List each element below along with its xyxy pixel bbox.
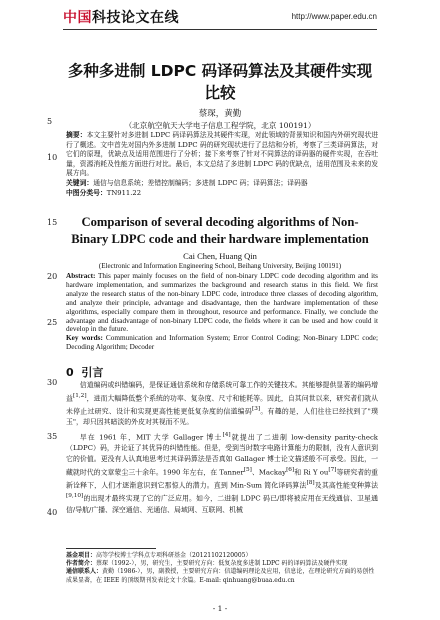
citation-link[interactable]: [8] [306,480,315,487]
classification-cn-value: TN911.22 [106,188,142,197]
footnote-fund [66,552,378,560]
section-heading [66,364,103,380]
citation-link[interactable]: [7] [328,467,337,474]
footnote-text: 黄勤（1986-），男，副教授，主要研究方向：信道编码理论及应用，信息论，在理论研究方面的易创性成果显著，在 IEEE 的顶级期刊发表论文十余篇。E-mail: qinhuang@buaa.edu.cn [66,568,375,584]
classification-cn-label: 中图分类号： [66,188,107,197]
affiliation-english: (Electronic and Information Engineering School, Beihang University, Beijing 100191) [98,262,342,270]
title-english: Comparison of several decoding algorithms of Non-Binary LDPC code and their hardware implementation [71,215,369,246]
logo-text-cn: 中国 [63,10,92,26]
footnote-label: 作者简介： [66,560,97,568]
site-logo[interactable] [63,7,179,27]
keywords-cn [66,179,378,189]
abstract-english [66,272,378,352]
text-run: 早在 1961 年，MIT 大学 Gallager 博士 [79,433,223,442]
page-header [0,0,440,30]
keywords-cn-text: 通信与信息系统；差错控制编码；多进制 LDPC 码；译码算法；译码器 [93,178,308,187]
text-run: 就提出了二进制 low-density parity-check（LDPC）码，并论证了其优异的纠错性能。但是，受到当时数字电路计算能力的限制，没有人意识到它的价值。更没有人认真地思考过其译码算法是否真如 Gallager 博士论文描述般不可承受。因此，一藏就时代的文章蒙尘三十余年。1990 年左右，在 Tanner [66,433,378,477]
section-number: 0 [66,366,74,379]
footnote-text: 高等学校博士学科点专项科研基金（20121102120005） [96,552,252,559]
abstract-en-label: Abstract: [66,272,96,280]
abstract-en-text: This paper mainly focuses on the field of non-binary LDPC code decoding algorithm and its hardware implementation, and summarizes the background and research status in this field. We first analyze the research status of the non-binary LDPC code, introduce three classes of decoding algorithm, and analyze their principle, advantage and disadvantage, then the hardware implementation of these algorithms, especially compare them in throughout, resource and performance. Finally, we conclude the advantage and disadvantage of non-binary LDPC code, the fields where it can be used and how could it develop in the future. [66,272,378,334]
text-run: 和 Ri Y ou [294,468,329,477]
logo-text-main: 科技论文在线 [92,10,179,26]
line-number: 5 [47,117,53,126]
abstract-en-body [66,272,378,334]
abstract-chinese [66,131,378,198]
line-number: 20 [47,272,58,281]
authors-chinese: 蔡琛，黄勤 [198,109,242,119]
text-run: 及其高性能变种算法 [314,481,378,490]
keywords-en [66,334,378,352]
citation-link[interactable]: [5] [243,467,252,474]
intro-paragraph-2 [66,430,378,516]
citation-link[interactable]: [3] [251,406,261,413]
text-run: 信道编码或纠错编码，是保证通信系统和存储系统可靠工作的关键技术。其能够提供显著的编码增益 [66,381,378,403]
text-run: 的出现才最终实现了它的广泛应用。如今，二进制 LDPC 码已/即将被应用在无线通信、卫星通信/导航/广播、深空通信、光通信、局域网、互联网、机械 [66,494,378,514]
text-run: 。有趣的是，人们往往已经找到了"璞玉"，却只因其暗淡的外皮对其视而不见。 [66,407,378,427]
classification-cn [66,189,378,199]
intro-paragraph-1 [66,380,378,428]
citation-link[interactable]: [9,10] [66,493,84,500]
footnotes [66,552,378,585]
header-rule [63,29,377,30]
citation-link[interactable]: [6] [286,467,295,474]
keywords-en-label: Key words: [66,334,103,343]
footnote-label: 通信联系人： [66,568,103,576]
text-run: 、Mackay [251,468,287,477]
text-run: ，进而大幅降低整个系统的功率、复杂度、尺寸和能耗等。因此，自其问世以来，研究者们就从未停止过研究、设计和实现更高性能更低复杂度的信道编码 [66,394,379,416]
page-number: - 1 - [212,604,228,613]
line-number: 30 [47,378,58,387]
footnote-corresponding [66,568,378,584]
affiliation-chinese: （北京航空航天大学电子信息工程学院，北京 100191） [124,121,316,130]
site-url[interactable]: http://www.paper.edu.cn [291,12,377,21]
abstract-cn-label: 摘要： [66,131,87,139]
abstract-cn-text: 本文主要针对多进制 LDPC 码译码算法及其硬件实现，对此领域的背景知识和国内外研究现状进行了概述。文中首先对国内外多进制 LDPC 码的研究现状进行了总结和分析，考察了三类译码算法，对它们的原理，优缺点及适用范围进行了分析；接下来考察了针对不同算法的译码器的硬件实现，在吞吐量，资源消耗及性能方面进行对比。最后，本文总结了多进制 LDPC 码的优缺点，适用范围及未来的发展方向。 [66,131,379,178]
line-number: 10 [47,153,58,162]
section-title: 引言 [81,366,104,379]
line-number: 40 [47,508,58,517]
footnote-label: 基金项目： [66,552,97,559]
citation-link[interactable]: [1,2] [72,392,87,399]
text-run: 等研究者的重新诠释下，人们才逐渐意识到它那惊人的潜力。直到 Min-Sum 简化译码算法 [66,468,378,490]
authors-english: Cai Chen, Huang Qin [183,251,257,261]
line-number: 35 [47,432,58,441]
footnote-rule [66,548,156,549]
footnote-text: 蔡琛（1992-），男，研究生，主要研究方向：低复杂度多进制 LDPC 码的译码算法及硬件实现 [96,560,348,568]
keywords-cn-label: 关键词： [66,178,94,187]
line-number: 25 [47,318,58,327]
line-number: 15 [47,218,58,227]
keywords-en-text: Communication and Information System; Error Control Coding; Non-Binary LDPC code; Decoding Algorithm; Decoder [66,334,378,352]
title-chinese: 多种多进制 LDPC 码译码算法及其硬件实现比较 [67,62,373,102]
abstract-cn-body [66,131,378,179]
citation-link[interactable]: [4] [222,432,231,438]
